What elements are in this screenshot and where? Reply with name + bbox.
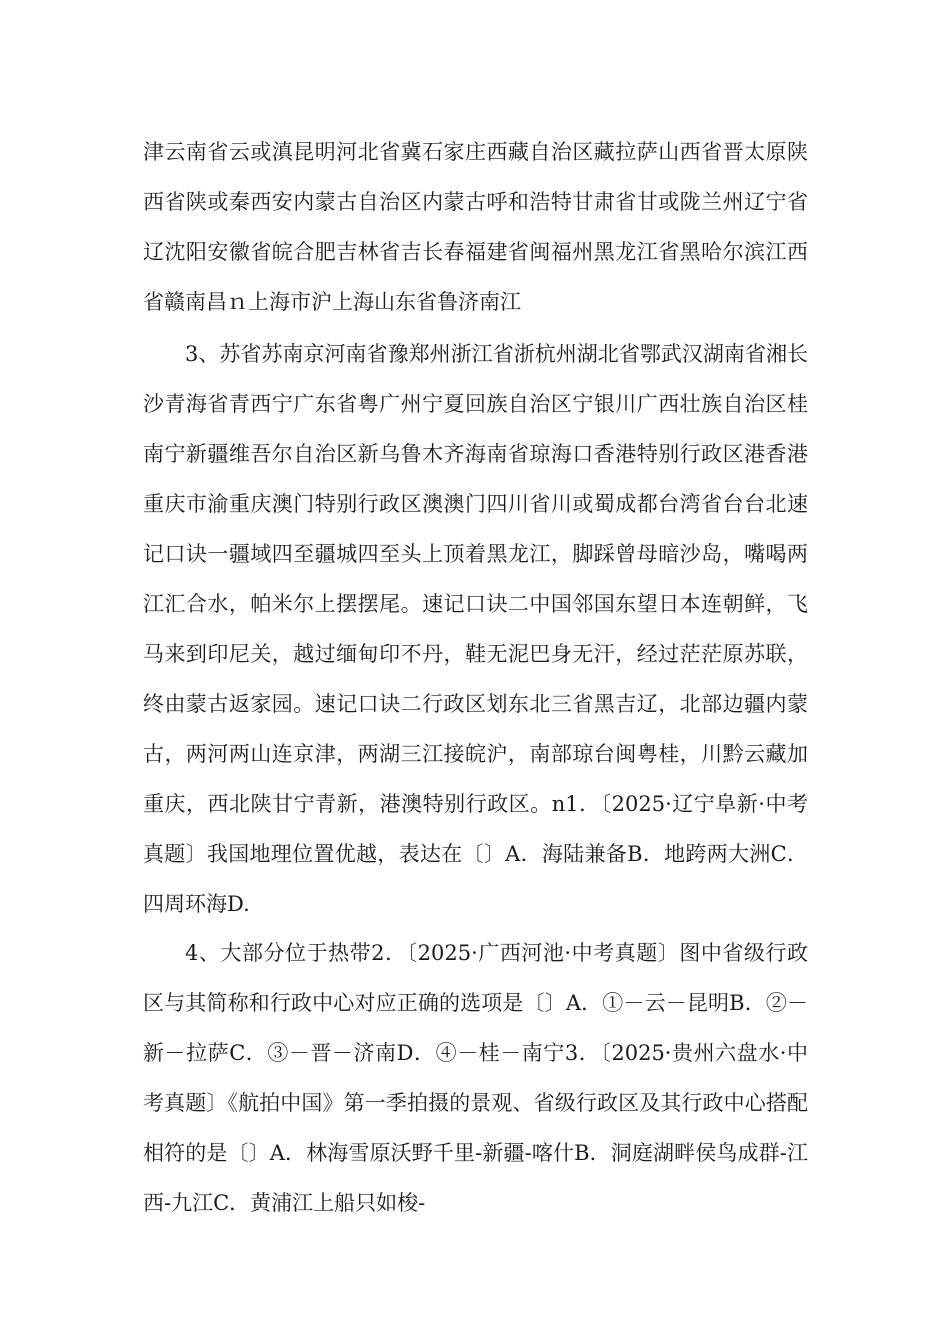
paragraph-2: 3、苏省苏南京河南省豫郑州浙江省浙杭州湖北省鄂武汉湖南省湘长沙青海省青西宁广东省粤广州宁夏回族自治区宁银川广西壮族自治区桂南宁新疆维吾尔自治区新乌鲁木齐海南省琼海口香港特别行政区港香港重庆市渝重庆澳门特别行政区澳澳门四川省川或蜀成都台湾省台台北速记口诀一疆域四至疆城四至头上顶着黑龙江，脚踩曾母暗沙岛，嘴喝两江汇合水，帕米尔上摆摆尾。速记口诀二中国邻国东望日本连朝鲜，飞马来到印尼关，越过缅甸印不丹，鞋无泥巴身无汗，经过茫茫原苏联，终由蒙古返家园。速记口诀二行政区划东北三省黑吉辽，北部边疆内蒙古，两河两山连京津，两湖三江接皖沪，南部琼台闽粤桂，川黔云藏加重庆，西北陕甘宁青新，港澳特别行政区。n1．〔2025·辽宁阜新·中考真题〕我国地理位置优越，表达在〔〕A．海陆兼备B．地跨两大洲C．四周环海D. — [143, 342, 808, 916]
paragraph-3: 4、大部分位于热带2．〔2025·广西河池·中考真题〕图中省级行政区与其简称和行政中心对应正确的选项是〔〕A．①－云－昆明B．②－新－拉萨C．③－晋－济南D．④－桂－南宁3．〔2025·贵州六盘水·中考真题〕《航拍中国》第一季拍摄的景观、省级行政区及其行政中心搭配相符的是〔〕A．林海雪原沃野千里-新疆-喀什B．洞庭湖畔侯鸟成群-江西-九江C．黄浦江上船只如梭- — [143, 941, 808, 1215]
paragraph-1: 津云南省云或滇昆明河北省冀石家庄西藏自治区藏拉萨山西省晋太原陕西省陕或秦西安内蒙古自治区内蒙古呼和浩特甘肃省甘或陇兰州辽宁省辽沈阳安徽省皖合肥吉林省吉长春福建省闽福州黑龙江省黑哈尔滨江西省赣南昌ｎ上海市沪上海山东省鲁济南江 — [143, 140, 808, 314]
